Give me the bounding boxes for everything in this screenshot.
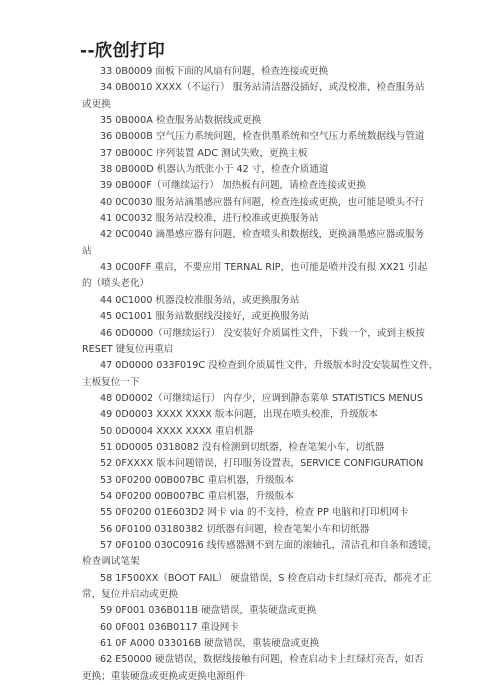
error-entry: 36 0B000B 空气压力系统问题，检查供墨系统和空气压力系统数据线与管道 xyxy=(100,131,425,143)
error-entry: 55 0F0200 01E603D2 网卡 via 的不支持，检查 PP 电脑和打印机网卡 xyxy=(100,507,409,519)
error-entry-continuation: RESET 键复位再重启 xyxy=(82,343,174,355)
error-code-list xyxy=(82,64,482,685)
error-entry: 58 1F500XX（BOOT FAIL） 硬盘错误，S 检查启动卡红绿灯亮否，都亮才正 xyxy=(100,572,432,584)
error-entry: 47 0D0000 033F019C 没检查到介质属性文件，升级版本时没安装属性文件， xyxy=(100,360,439,372)
error-entry: 48 0D0002（可继续运行） 内存少，应调到静态菜单 STATISTICS MENUS xyxy=(100,392,423,404)
error-entry: 46 0D0000（可继续运行） 没安装好介质属性文件，下载一个，或到主板按 xyxy=(100,327,425,339)
error-entry: 50 0D0004 XXXX XXXX 重启机器 xyxy=(100,425,254,437)
error-entry: 39 0B000F（可继续运行） 加热板有问题，请检查连接或更换 xyxy=(100,180,366,192)
document-title: --欣创打印 xyxy=(80,41,166,61)
error-entry: 35 0B000A 检查服务站数据线或更换 xyxy=(100,115,262,127)
error-entry: 52 0FXXXX 版本问题错误，打印服务设置表，SERVICE CONFIGURATION xyxy=(100,458,424,470)
error-entry: 53 0F0200 00B007BC 重启机器，升级版本 xyxy=(100,474,294,486)
error-entry: 42 0C0040 滴墨感应器有问题，检查喷头和数据线，更换滴墨感应器或服务 xyxy=(100,229,425,241)
error-entry-continuation: 的（喷头老化） xyxy=(82,278,150,290)
error-entry: 43 0C00FF 重启，不要应用 TERNAL RIP，也可能是喷并没有报 XX21 引起 xyxy=(100,262,428,274)
error-entry: 37 0B000C 序列装置 ADC 测试失败，更换主板 xyxy=(100,147,308,159)
error-entry: 56 0F0100 03180382 切纸器有问题，检查笔架小车和切纸器 xyxy=(100,523,370,535)
error-entry: 33 0B0009 面板下面的风扇有问题，检查连接或更换 xyxy=(100,66,329,77)
error-entry-continuation: 主板复位一下 xyxy=(82,376,140,388)
error-entry-continuation: 更换；重装硬盘或更换或更换电源组件 xyxy=(82,670,246,682)
error-entry-continuation: 或更换 xyxy=(82,98,111,110)
error-entry: 61 0F A000 033016B 硬盘错误，重装硬盘或更换 xyxy=(100,638,320,650)
error-entry: 41 0C0032 服务站没校准，进行校准或更换服务站 xyxy=(100,213,319,225)
error-entry: 34 0B0010 XXXX（不运行） 服务站清洁器没插好，或没校准，检查服务站 xyxy=(100,82,425,94)
error-entry: 38 0B000D 机器认为纸张小于 42 寸，检查介质通道 xyxy=(100,164,329,176)
error-entry-continuation: 站 xyxy=(82,245,92,257)
error-entry-continuation: 检查调试笔架 xyxy=(82,556,140,568)
error-entry: 62 E50000 硬盘错误，数据线接触有问题，检查启动卡上红绿灯亮否，如否 xyxy=(100,654,424,666)
error-entry: 57 0F0100 030C0916 线传感器测不到左面的滚轴孔，清洁孔和自条和透镜， xyxy=(100,539,438,551)
error-entry: 45 0C1001 服务站数据线没接好，或更换服务站 xyxy=(100,311,310,323)
error-entry: 40 0C0030 服务站滴墨感应器有问题，检查连接或更换，也可能是喷头不行 xyxy=(100,196,425,208)
error-entry: 49 0D0003 XXXX XXXX 版本问题，出现在喷头校准，升级版本 xyxy=(100,409,378,421)
error-entry: 51 0D0005 0318082 没有检测到切纸器，检查笔架小车，切纸器 xyxy=(100,441,385,453)
error-entry: 54 0F0200 00B007BC 重启机器，升级版本 xyxy=(100,490,294,502)
error-entry: 59 0F001 036B011B 硬盘错误，重装硬盘或更换 xyxy=(100,605,317,617)
error-entry: 60 0F001 036B0117 重设网卡 xyxy=(100,621,239,633)
error-entry: 44 0C1000 机器没校准服务站，或更换服务站 xyxy=(100,294,300,306)
error-entry-continuation: 常，复位并启动或更换 xyxy=(82,589,178,600)
